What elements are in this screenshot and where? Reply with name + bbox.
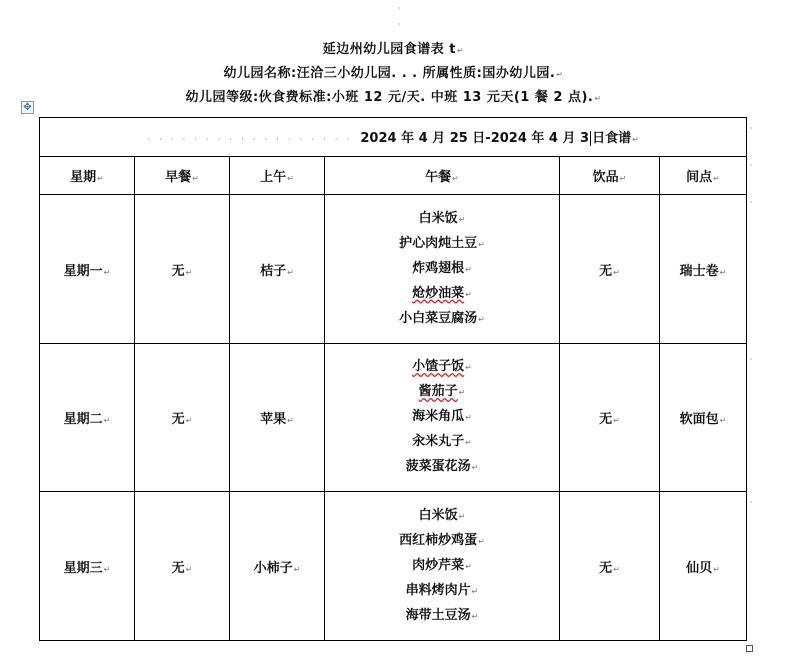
snack-cell[interactable]: 瑞士卷↵ xyxy=(660,195,747,344)
morning-snack-cell[interactable]: 桔子↵ xyxy=(230,195,325,344)
column-header-drink[interactable]: 饮品↵ xyxy=(560,156,660,195)
lunch-cell[interactable] xyxy=(325,195,560,344)
row-end-mark: ' xyxy=(750,200,753,209)
lunch-dish: 海米角瓜↵ xyxy=(412,409,472,425)
paragraph-mark: ' xyxy=(398,6,401,15)
column-header-weekday[interactable]: 星期↵ xyxy=(40,156,135,195)
lunch-dish: 肉炒芹菜↵ xyxy=(412,557,472,573)
row-end-mark: ' xyxy=(750,126,753,135)
row-end-mark: ' xyxy=(750,163,753,172)
drink-cell[interactable]: 无↵ xyxy=(560,195,660,344)
drink-cell[interactable]: 无↵ xyxy=(560,343,660,492)
table-row xyxy=(40,195,747,344)
kindergarten-info-line: 幼儿园名称:汪洽三小幼儿园. . . 所属性质:国办幼儿园.↵ xyxy=(223,66,564,81)
table-move-handle-icon[interactable]: ✥ xyxy=(21,101,34,114)
lunch-dish: 菠菜蛋花汤↵ xyxy=(405,459,479,475)
lunch-dish: 小白菜豆腐汤↵ xyxy=(399,310,485,326)
breakfast-cell[interactable]: 无↵ xyxy=(135,195,230,344)
lunch-cell[interactable] xyxy=(325,343,560,492)
table-row xyxy=(40,492,747,641)
weekday-cell[interactable]: 星期二↵ xyxy=(40,343,135,492)
breakfast-cell[interactable]: 无↵ xyxy=(135,343,230,492)
lunch-dish: 白米饭↵ xyxy=(418,210,466,226)
row-end-mark: ' xyxy=(750,500,753,509)
menu-title: 延边州幼儿园食谱表 t↵ xyxy=(322,42,465,57)
weekday-cell[interactable]: 星期一↵ xyxy=(40,195,135,344)
lunch-dish: 酱茄子↵ xyxy=(418,384,466,400)
column-header-morning[interactable]: 上午↵ xyxy=(230,156,325,195)
table-resize-handle[interactable] xyxy=(746,645,753,652)
lunch-dish: 炝炒油菜↵ xyxy=(412,285,472,301)
morning-snack-cell[interactable]: 小柿子↵ xyxy=(230,492,325,641)
lunch-dish: 炸鸡翅根↵ xyxy=(412,260,472,276)
text-cursor xyxy=(590,131,591,146)
snack-cell[interactable]: 仙贝↵ xyxy=(660,492,747,641)
lunch-dish: 护心肉炖土豆↵ xyxy=(399,235,485,251)
lunch-dish: 白米饭↵ xyxy=(418,507,466,523)
period-title-cell[interactable]: · · · · · · · · · · · · · · · · · · 2024 年 4 月 25 日-2024 年 4 月 3 日食谱↵ xyxy=(40,118,747,157)
morning-snack-cell[interactable]: 苹果↵ xyxy=(230,343,325,492)
paragraph-mark: ' xyxy=(398,22,401,31)
lunch-dish: 西红柿炒鸡蛋↵ xyxy=(399,532,485,548)
breakfast-cell[interactable]: 无↵ xyxy=(135,492,230,641)
period-title: 2024 年 4 月 25 日-2024 年 4 月 3 xyxy=(360,131,590,147)
column-header-breakfast[interactable]: 早餐↵ xyxy=(135,156,230,195)
fee-standard-line: 幼儿园等级:伙食费标准:小班 12 元/天. 中班 13 元天(1 餐 2 点).↵ xyxy=(185,90,602,105)
snack-cell[interactable]: 软面包↵ xyxy=(660,343,747,492)
column-header-lunch[interactable]: 午餐↵ xyxy=(325,156,560,195)
weekday-cell[interactable]: 星期三↵ xyxy=(40,492,135,641)
lunch-dish: 串料烤肉片↵ xyxy=(405,582,479,598)
lunch-dish: 小馇子饭↵ xyxy=(412,359,472,375)
column-header-snack[interactable]: 间点↵ xyxy=(660,156,747,195)
weekly-menu-table xyxy=(39,117,747,641)
lunch-cell[interactable] xyxy=(325,492,560,641)
row-end-mark: ' xyxy=(750,357,753,366)
lunch-dish: 海带土豆汤↵ xyxy=(405,607,479,623)
lunch-dish: 汆米丸子↵ xyxy=(412,434,472,450)
drink-cell[interactable]: 无↵ xyxy=(560,492,660,641)
table-row xyxy=(40,343,747,492)
